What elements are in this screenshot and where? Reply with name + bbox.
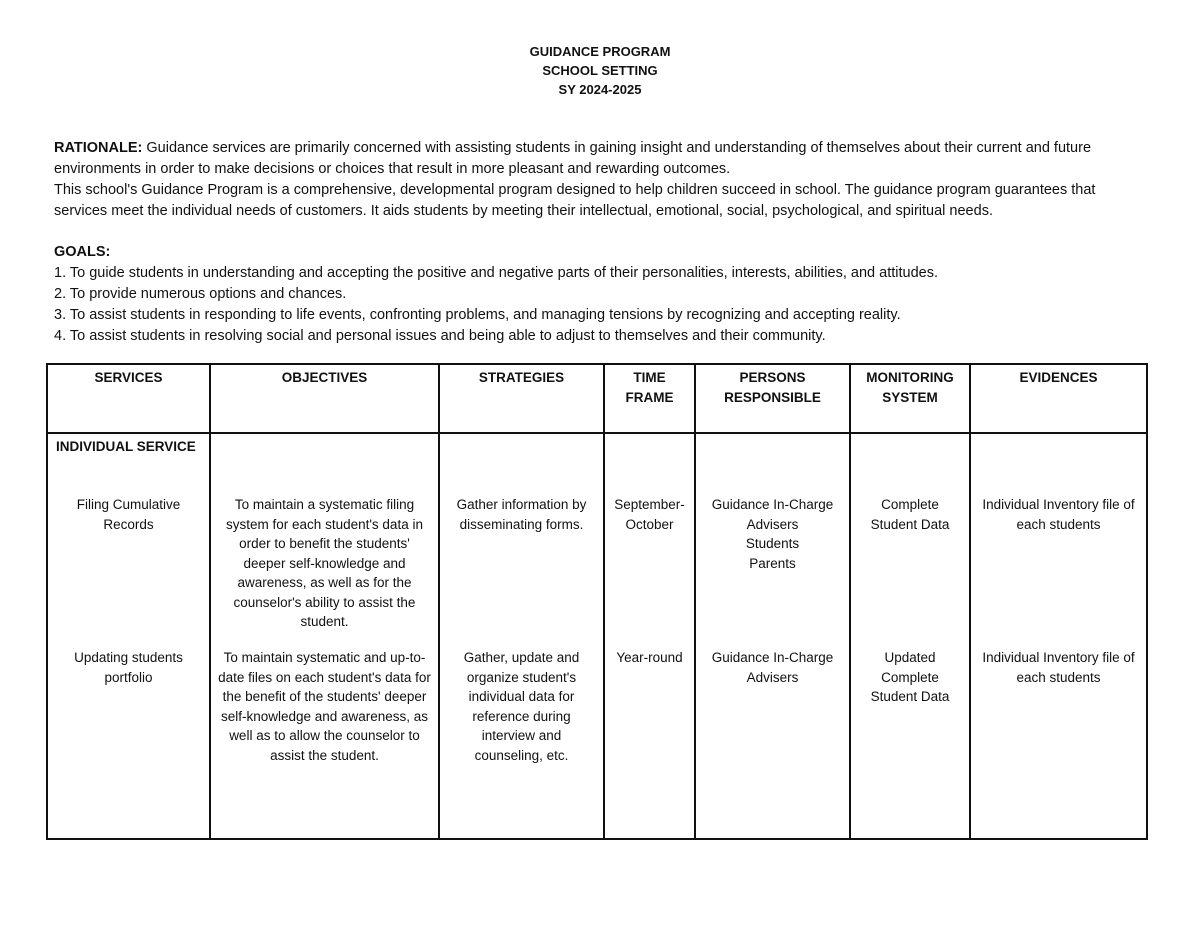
program-setting: SCHOOL SETTING	[542, 63, 658, 78]
person-item: Advisers	[746, 669, 799, 685]
goal-item: 3. To assist students in responding to life events, confronting problems, and managing tensions by recognizing and accepting reality.	[54, 307, 901, 323]
persons-list	[702, 648, 843, 798]
col-header-strategies: STRATEGIES	[439, 364, 604, 433]
person-item: Parents	[749, 555, 796, 571]
persons-responsible-cell	[695, 433, 850, 839]
program-title: GUIDANCE PROGRAM	[529, 44, 671, 59]
time-frame-cell	[604, 433, 695, 839]
objective-text: To maintain systematic and up-to-date files on each student's data for the benefit of the students' deeper self-knowledge and awareness, as well as to allow the counselor to assist the student.	[218, 650, 431, 763]
service-name: Updating students portfolio	[74, 650, 183, 685]
objective-text: To maintain a systematic filing system for each student's data in order to benefit the students' deeper self-knowledge and awareness, as well as for the counselor's ability to assist the student.	[226, 497, 423, 629]
col-header-evidences: EVIDENCES	[970, 364, 1147, 433]
school-year: SY 2024-2025	[558, 82, 642, 97]
services-cell	[47, 433, 210, 839]
evidence-text: Individual Inventory file of each students	[982, 497, 1135, 532]
time-frame-text: September-October	[614, 497, 685, 532]
rationale-text-1: Guidance services are primarily concerned with assisting students in gaining insight and understanding of themselves about their current and future environments in order to make decisions or choices that result in more pleasant and rewarding outcomes.	[54, 140, 1092, 177]
goal-item: 4. To assist students in resolving social and personal issues and being able to adjust to themselves and their community.	[54, 328, 826, 344]
monitoring-text: Updated Complete Student Data	[870, 650, 950, 704]
rationale-label: RATIONALE:	[54, 140, 143, 156]
goals-list	[54, 263, 1134, 347]
service-name: Filing Cumulative Records	[76, 497, 181, 532]
document-header	[0, 42, 1200, 99]
person-item: Students	[745, 536, 800, 551]
monitoring-system-cell	[850, 433, 970, 839]
col-header-objectives: OBJECTIVES	[210, 364, 439, 433]
col-header-persons-responsible: PERSONS RESPONSIBLE	[695, 364, 850, 433]
strategy-text: Gather information by disseminating forms.	[456, 497, 587, 532]
goal-item: 1. To guide students in understanding and accepting the positive and negative parts of their personalities, interests, abilities, and attitudes.	[54, 265, 938, 281]
goal-item: 2. To provide numerous options and chances.	[54, 286, 347, 302]
rationale-paragraph-1	[54, 138, 1134, 180]
evidences-cell	[970, 433, 1147, 839]
section-title: INDIVIDUAL SERVICE	[56, 439, 196, 454]
col-header-services: SERVICES	[47, 364, 210, 433]
time-frame-text: Year-round	[616, 650, 683, 665]
monitoring-text: Complete Student Data	[870, 497, 950, 532]
strategies-cell	[439, 433, 604, 839]
guidance-program-table	[46, 363, 1148, 840]
table-header-row	[47, 364, 1147, 433]
strategy-text: Gather, update and organize student's individual data for reference during interview and counseling, etc.	[463, 650, 580, 763]
evidence-text: Individual Inventory file of each students	[982, 650, 1135, 685]
goals-section	[54, 242, 1134, 347]
person-item: Advisers	[746, 516, 799, 532]
table-row	[47, 433, 1147, 839]
rationale-section	[54, 138, 1134, 222]
rationale-paragraph-2: This school's Guidance Program is a comprehensive, developmental program designed to help children succeed in school. The guidance program guarantees that services meet the individual needs of customers. It aids students by meeting their intellectual, emotional, social, psychological, and spiritual needs.	[54, 182, 1096, 219]
col-header-time-frame: TIME FRAME	[604, 364, 695, 433]
persons-list	[702, 495, 843, 648]
col-header-monitoring-system: MONITORING SYSTEM	[850, 364, 970, 433]
person-item: Guidance In-Charge	[711, 497, 834, 512]
objectives-cell	[210, 433, 439, 839]
person-item: Guidance In-Charge	[711, 650, 834, 665]
goals-label: GOALS:	[54, 244, 111, 260]
